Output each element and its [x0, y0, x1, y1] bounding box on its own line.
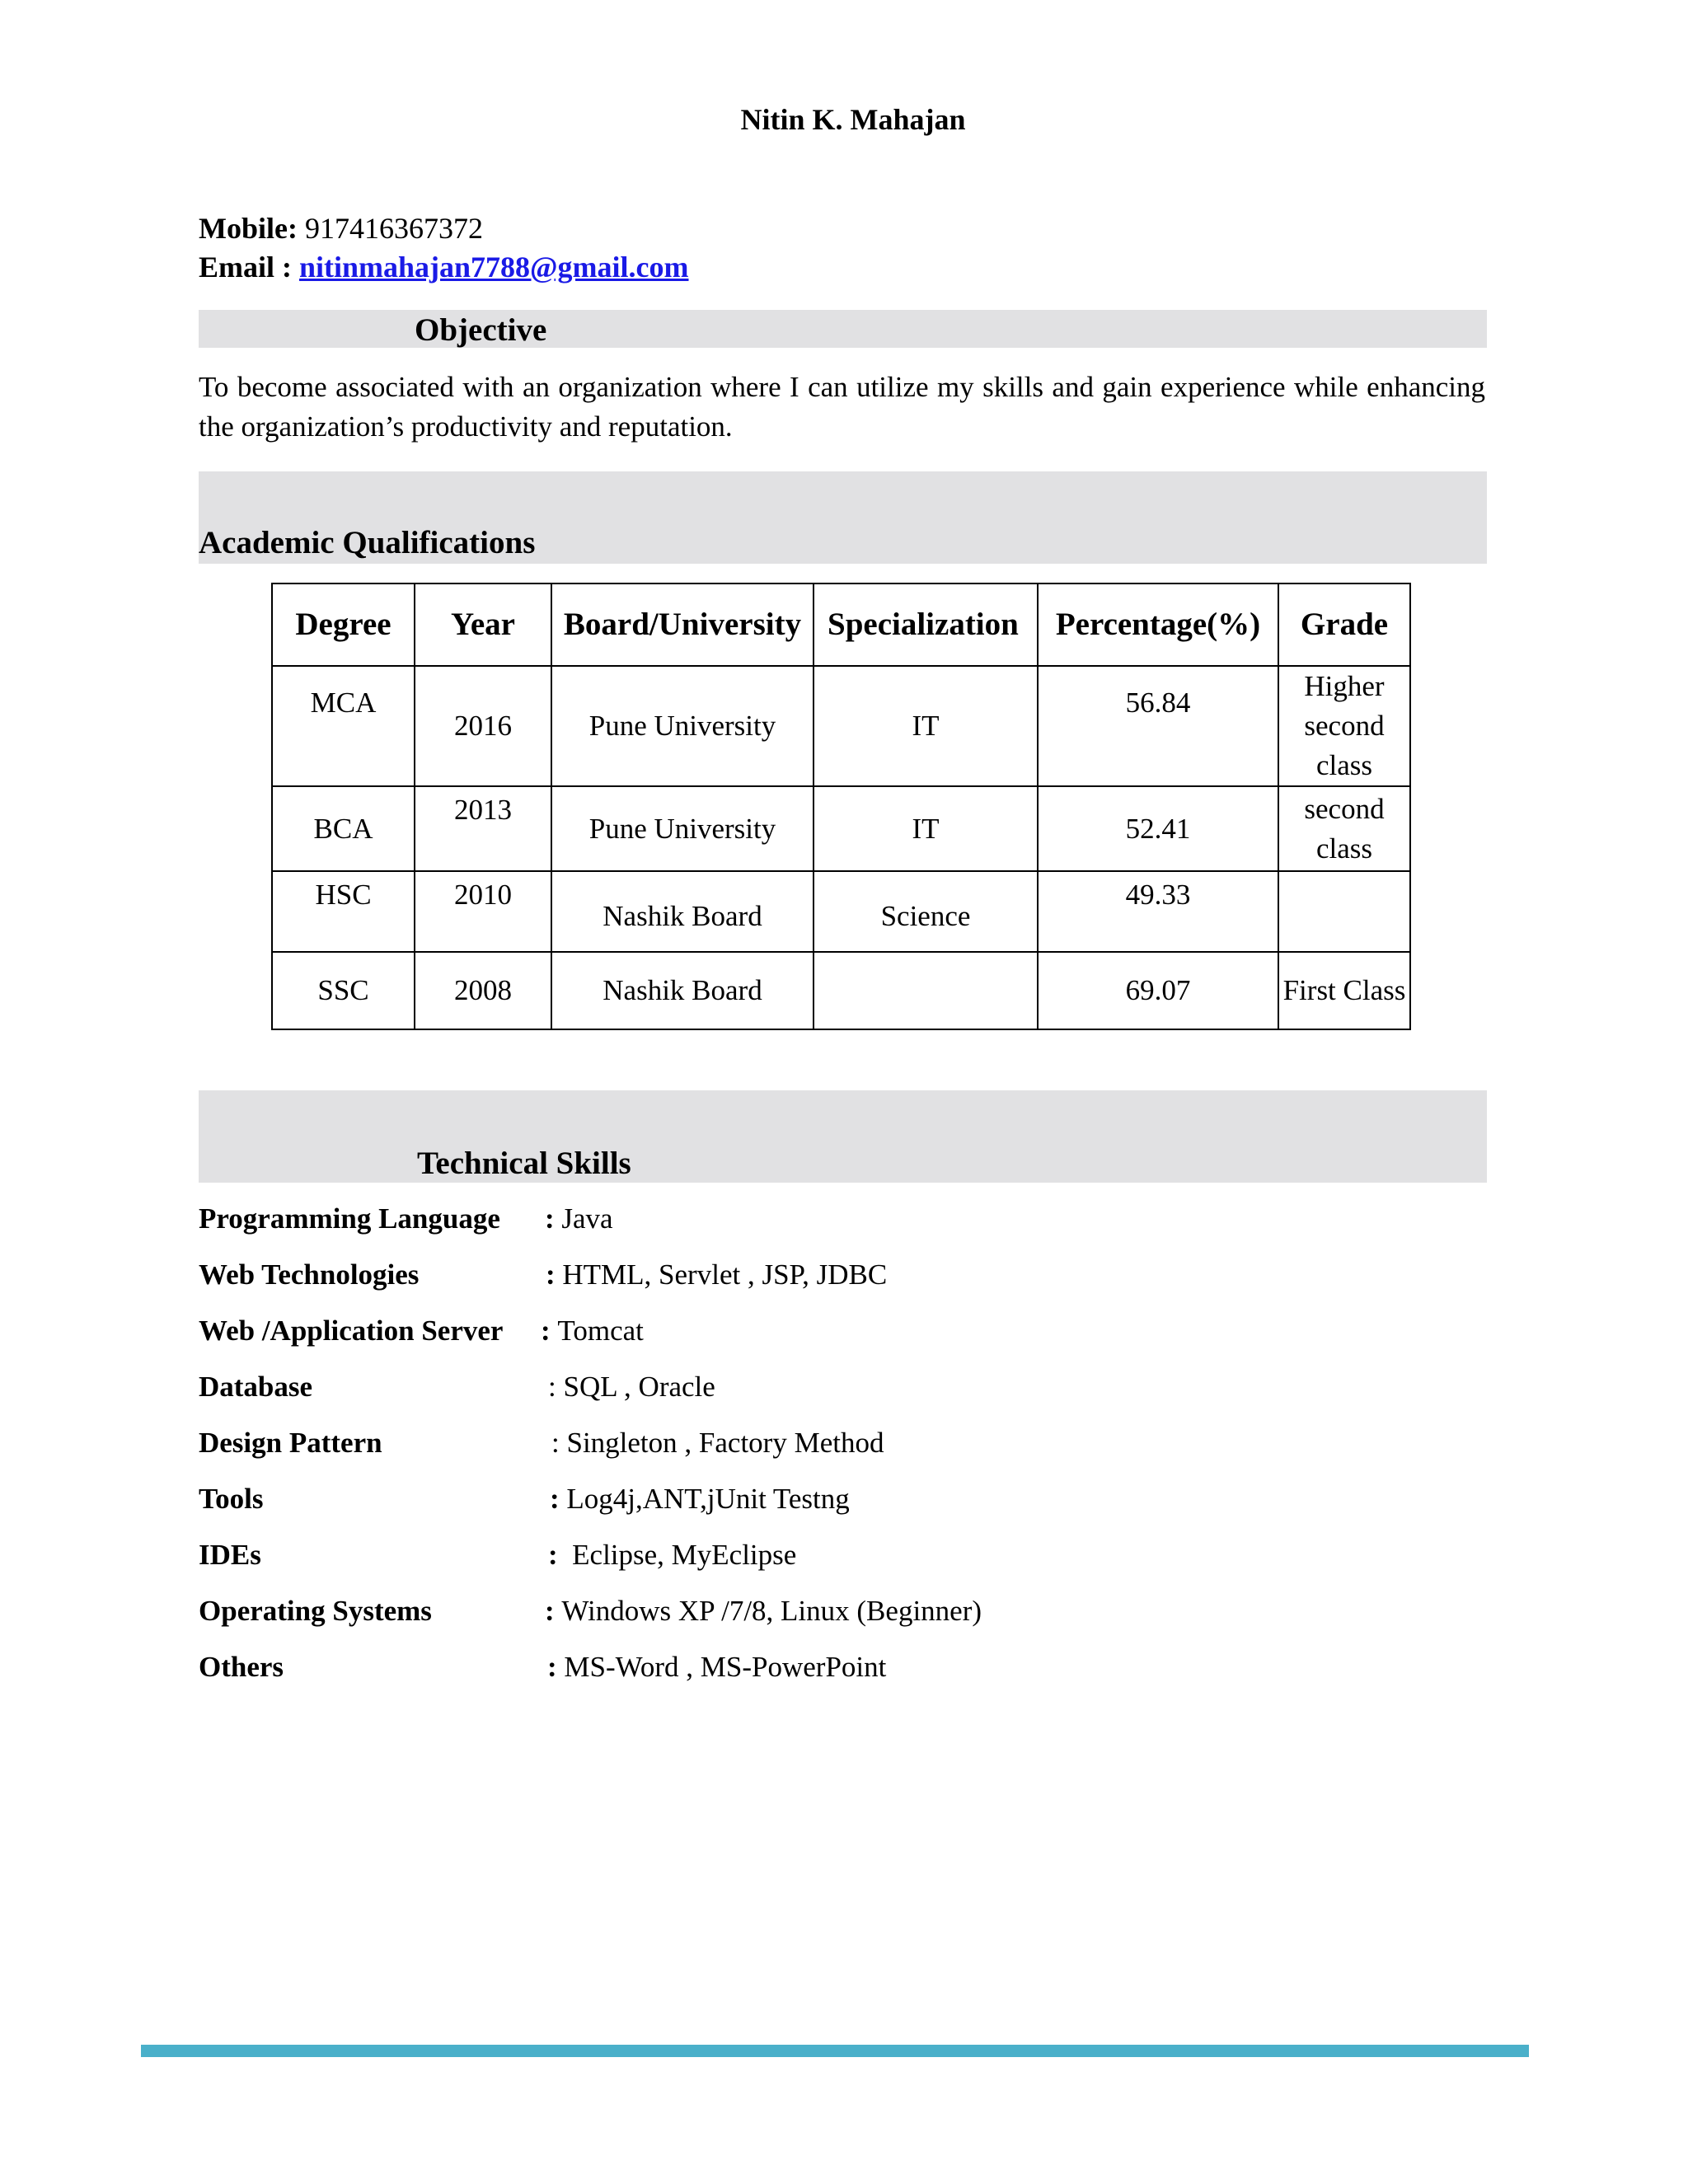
skill-value: Eclipse, MyEclipse	[572, 1539, 797, 1571]
table-cell: 52.41	[1038, 786, 1278, 871]
table-cell: Higher second class	[1278, 666, 1410, 786]
candidate-name: Nitin K. Mahajan	[740, 103, 966, 136]
table-cell: Pune University	[551, 666, 814, 786]
mobile-line	[199, 211, 483, 246]
table-header-row	[272, 583, 1410, 666]
table-cell: 56.84	[1038, 666, 1278, 786]
skill-label: Web Technologies	[199, 1258, 420, 1291]
skill-label: Others	[199, 1651, 284, 1683]
table-cell	[1278, 871, 1410, 952]
table-cell: second class	[1278, 786, 1410, 871]
skill-label: Database	[199, 1371, 313, 1403]
skill-label: IDEs	[199, 1539, 261, 1571]
column-header: Board/University	[551, 583, 814, 666]
academics-band	[199, 471, 1487, 564]
column-header: Grade	[1278, 583, 1410, 666]
table-cell	[814, 952, 1038, 1029]
skill-value: Log4j,ANT,jUnit Testng	[566, 1483, 850, 1515]
skill-value: HTML, Servlet , JSP, JDBC	[562, 1258, 888, 1291]
email-link[interactable]: nitinmahajan7788@gmail.com	[299, 251, 689, 284]
objective-text: To become associated with an organization where I can utilize my skills and gain experience while enhancing the organization’s productivity and reputation.	[199, 371, 1485, 443]
table-row	[272, 786, 1410, 871]
skill-value: Tomcat	[557, 1315, 644, 1347]
footer-accent-bar	[141, 2045, 1529, 2057]
table-cell: First Class	[1278, 952, 1410, 1029]
skills-title: Technical Skills	[417, 1146, 631, 1181]
academics-title: Academic Qualifications	[199, 525, 536, 560]
table-cell: 2008	[415, 952, 551, 1029]
skill-label: Programming Language	[199, 1202, 500, 1235]
table-row	[272, 666, 1410, 786]
table-cell: Nashik Board	[551, 871, 814, 952]
skill-value: SQL , Oracle	[563, 1371, 715, 1403]
table-cell: 69.07	[1038, 952, 1278, 1029]
column-header: Percentage(%)	[1038, 583, 1278, 666]
column-header: Specialization	[814, 583, 1038, 666]
table-cell: BCA	[272, 786, 415, 871]
mobile-value: 917416367372	[304, 212, 483, 245]
table-cell: MCA	[272, 666, 415, 786]
table-cell: Nashik Board	[551, 952, 814, 1029]
skill-label: Tools	[199, 1483, 264, 1515]
table-cell: HSC	[272, 871, 415, 952]
skill-label: Design Pattern	[199, 1427, 382, 1459]
table-cell: IT	[814, 786, 1038, 871]
table-cell: 49.33	[1038, 871, 1278, 952]
skill-value: MS-Word , MS-PowerPoint	[564, 1651, 887, 1683]
email-label: Email :	[199, 251, 292, 284]
table-cell: 2013	[415, 786, 551, 871]
skill-label: Web /Application Server	[199, 1315, 504, 1347]
email-line	[199, 250, 689, 284]
column-header: Year	[415, 583, 551, 666]
column-header: Degree	[272, 583, 415, 666]
skill-value: Windows XP /7/8, Linux (Beginner)	[561, 1595, 982, 1627]
mobile-label: Mobile:	[199, 212, 298, 245]
table-cell: 2010	[415, 871, 551, 952]
table-row	[272, 952, 1410, 1029]
table-cell: Science	[814, 871, 1038, 952]
skills-band	[199, 1090, 1487, 1183]
skill-value: Singleton , Factory Method	[566, 1427, 884, 1459]
skill-label: Operating Systems	[199, 1595, 432, 1627]
table-cell: 2016	[415, 666, 551, 786]
objective-title: Objective	[415, 312, 547, 348]
table-cell: SSC	[272, 952, 415, 1029]
academics-table	[271, 583, 1411, 1030]
table-cell: Pune University	[551, 786, 814, 871]
skill-value: Java	[561, 1202, 613, 1235]
objective-band	[199, 310, 1487, 348]
table-row	[272, 871, 1410, 952]
table-cell: IT	[814, 666, 1038, 786]
